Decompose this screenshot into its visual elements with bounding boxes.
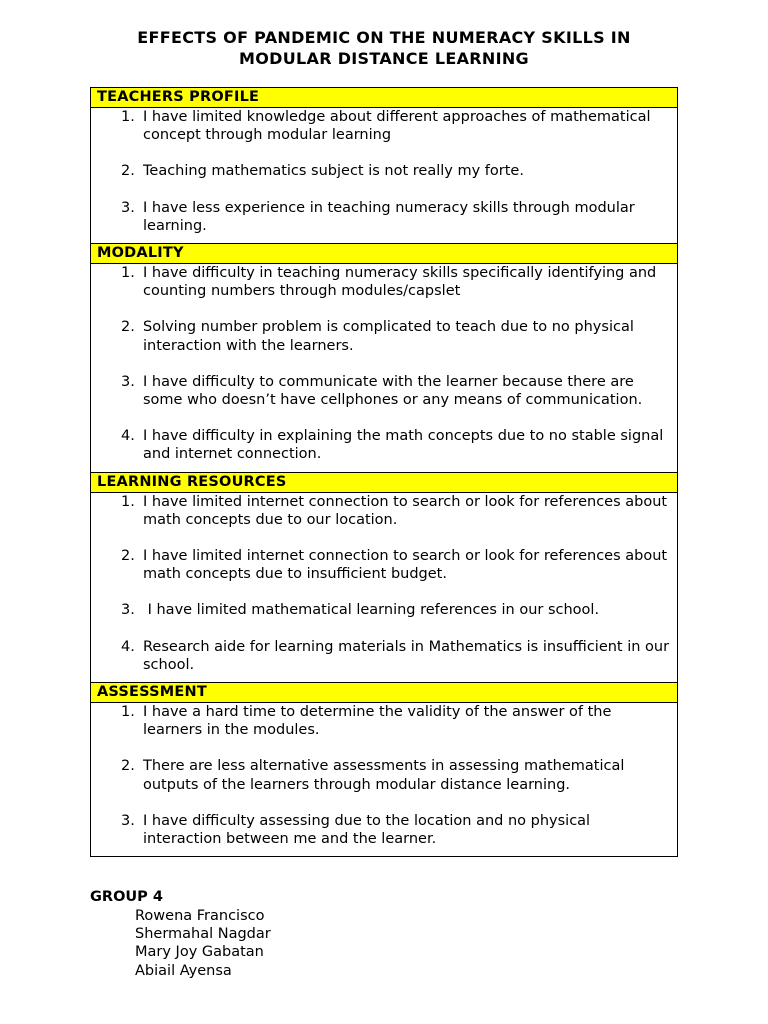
item-text: I have less experience in teaching numeracy skills through modular learning. — [143, 199, 635, 234]
item-number: 4. — [121, 428, 135, 445]
section-teachers-profile — [91, 88, 677, 244]
list-item — [91, 638, 677, 674]
item-list — [91, 703, 677, 848]
member-name: Rowena Francisco — [135, 908, 265, 924]
item-number: 1. — [121, 704, 135, 721]
list-item — [91, 601, 677, 619]
item-list — [91, 108, 677, 235]
section-body — [91, 264, 677, 473]
item-text: I have a hard time to determine the validity of the answer of the learners in the modules. — [143, 704, 612, 739]
item-number: 2. — [121, 548, 135, 565]
list-item — [91, 373, 677, 409]
item-text: Solving number problem is complicated to teach due to no physical interaction with the learners. — [143, 319, 634, 354]
item-text: Research aide for learning materials in Mathematics is insufficient in our school. — [143, 638, 670, 673]
list-item — [91, 547, 677, 583]
list-item — [91, 108, 677, 144]
list-item — [91, 757, 677, 793]
item-text: I have limited internet connection to search or look for references about math concepts due to our location. — [143, 493, 668, 528]
item-text: I have difficulty to communicate with the learner because there are some who doesn’t have cellphones or any means of communication. — [143, 373, 643, 409]
list-item — [91, 703, 677, 739]
item-number: 1. — [121, 109, 135, 125]
document-title — [90, 27, 678, 69]
item-number: 2. — [121, 758, 135, 775]
title-line-1: EFFECTS OF PANDEMIC ON THE NUMERACY SKILLS IN — [137, 28, 631, 47]
section-heading: LEARNING RESOURCES — [91, 473, 677, 493]
item-list — [91, 264, 677, 464]
item-number: 3. — [121, 373, 135, 390]
item-number: 1. — [121, 493, 135, 510]
item-list — [91, 493, 677, 674]
item-text: Teaching mathematics subject is not really my forte. — [143, 163, 524, 180]
item-number: 1. — [121, 265, 135, 282]
survey-table — [90, 87, 678, 857]
member-name: Shermahal Nagdar — [135, 926, 271, 943]
item-number: 3. — [121, 602, 135, 619]
item-number: 2. — [121, 163, 135, 180]
list-item — [91, 162, 677, 180]
item-number: 4. — [121, 638, 135, 655]
group-title: GROUP 4 — [90, 889, 163, 905]
section-heading: ASSESSMENT — [91, 683, 677, 703]
item-number: 3. — [121, 199, 135, 216]
item-number: 3. — [121, 812, 135, 829]
section-assessment — [91, 683, 677, 856]
list-item — [91, 812, 677, 848]
item-text: There are less alternative assessments in assessing mathematical outputs of the learners through modular distance learning. — [143, 758, 625, 793]
item-number: 2. — [121, 319, 135, 336]
item-text: I have limited mathematical learning references in our school. — [143, 602, 600, 619]
member-name: Mary Joy Gabatan — [135, 944, 264, 961]
list-item — [91, 318, 677, 354]
section-body — [91, 108, 677, 244]
item-text: I have limited knowledge about different approaches of mathematical concept through modular learning — [143, 109, 651, 144]
section-body — [91, 703, 677, 856]
item-text: I have difficulty assessing due to the location and no physical interaction between me and the learner. — [143, 812, 591, 848]
section-body — [91, 493, 677, 683]
section-modality — [91, 244, 677, 473]
list-item — [91, 199, 677, 235]
section-learning-resources — [91, 473, 677, 683]
section-heading: TEACHERS PROFILE — [91, 88, 677, 108]
list-item — [91, 493, 677, 529]
member-name: Abiail Ayensa — [135, 962, 232, 979]
list-item — [91, 264, 677, 300]
title-line-2: MODULAR DISTANCE LEARNING — [239, 49, 529, 68]
section-heading: MODALITY — [91, 244, 677, 264]
group-members — [90, 888, 271, 980]
item-text: I have difficulty in explaining the math concepts due to no stable signal and internet connection. — [143, 428, 664, 463]
list-item — [91, 427, 677, 463]
item-text: I have difficulty in teaching numeracy skills specifically identifying and counting numbers through modules/capslet — [143, 265, 657, 300]
item-text: I have limited internet connection to search or look for references about math concepts due to insufficient budget. — [143, 548, 668, 583]
